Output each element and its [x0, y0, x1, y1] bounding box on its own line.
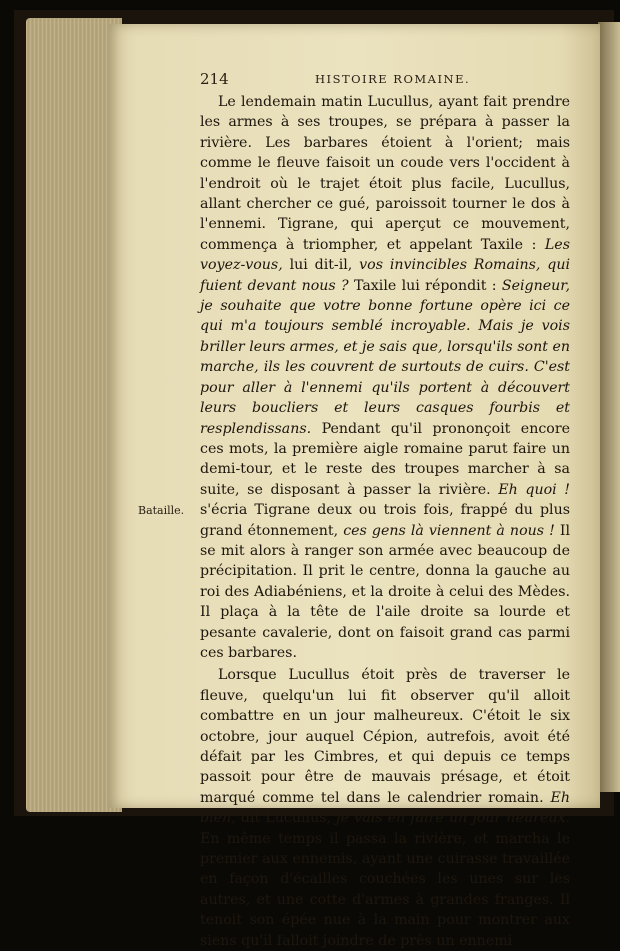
text-run: ces gens là viennent à nous !	[343, 522, 555, 539]
text-run: dit Lucullus,	[235, 810, 337, 827]
text-run: Eh bien,	[200, 789, 570, 827]
text-run: Seigneur, je souhaite que votre bonne fortune opère ici ce qui m'a toujours semblé incroyable. Mais je vois briller leurs armes, et je sais que, lorsqu'ils sont en marche, ils les couvrent de surtouts de cuirs. C'est pour aller à l'ennemi qu'ils portent à découvert leurs boucliers et leurs casques fourbis et resplendissans.	[200, 277, 571, 437]
text-run: s'écria Tigrane deux ou trois fois, frappé du plus grand étonnement,	[200, 502, 570, 539]
paragraph-1	[200, 92, 570, 663]
text-run: Il se mit alors à ranger son armée avec beaucoup de précipitation. Il prit le centre, donna la gauche au roi des Adiabéniens, et la droite à celui des Mèdes. Il plaça à la tête de l'aile droite sa lourde et pesante cavalerie, dont on faisoit grand cas parmi ces barbares.	[200, 522, 571, 661]
margin-note: Bataille.	[138, 504, 185, 517]
text-run: Les voyez-vous,	[200, 236, 570, 274]
facing-page-edge	[598, 22, 620, 792]
text-run: Pendant qu'il prononçoit encore ces mots, la première aigle romaine parut faire un demi-tour, et le reste des troupes marcher à sa suite, se disposant à passer la rivière.	[200, 420, 570, 498]
text-run: Lorsque Lucullus étoit près de traverser le fleuve, quelqu'un lui fit observer qu'il alloit combattre en un jour malheureux. C'étoit le six octobre, jour auquel Cépion, autrefois, avoit été défait par les Cimbres, et qui depuis ce temps passoit pour être de mauvais présage, et étoit marqué comme tel dans le calendrier romain.	[200, 667, 570, 806]
paragraph-2	[200, 665, 570, 951]
text-run: lui dit-il,	[282, 257, 360, 274]
page-number: 214	[200, 70, 229, 88]
text-run: En même temps il passa la rivière, et marcha le premier aux ennemis, ayant une cuirasse travaillée en façon d'écailles couchées les unes sur les autres, et une cotte d'armes à grandes franges. Il tenoit son épée nue à la main pour montrer aux siens qu'il falloit joindre de près un ennemi	[200, 830, 570, 949]
text-run: vos invincibles Romains, qui fuient devant nous ?	[200, 257, 570, 294]
text-run: Eh quoi !	[498, 481, 571, 498]
text-run: Taxile lui répondit :	[348, 277, 502, 294]
text-run: Le lendemain matin Lucullus, ayant fait prendre les armes à ses troupes, se prépara à passer la rivière. Les barbares étoient à l'orient; mais comme le fleuve faisoit un coude vers l'occident à l'endroit où le trajet étoit plus facile, Lucullus, allant chercher ce gué, paroissoit tourner le dos à l'ennemi. Tigrane, qui aperçut ce mouvement, commença à triompher, et appelant Taxile :	[200, 94, 570, 253]
body-text	[200, 92, 570, 951]
page-header	[200, 70, 570, 90]
running-title: HISTOIRE ROMAINE.	[315, 72, 471, 86]
text-run: je vais en faire un jour heureux.	[336, 810, 570, 827]
